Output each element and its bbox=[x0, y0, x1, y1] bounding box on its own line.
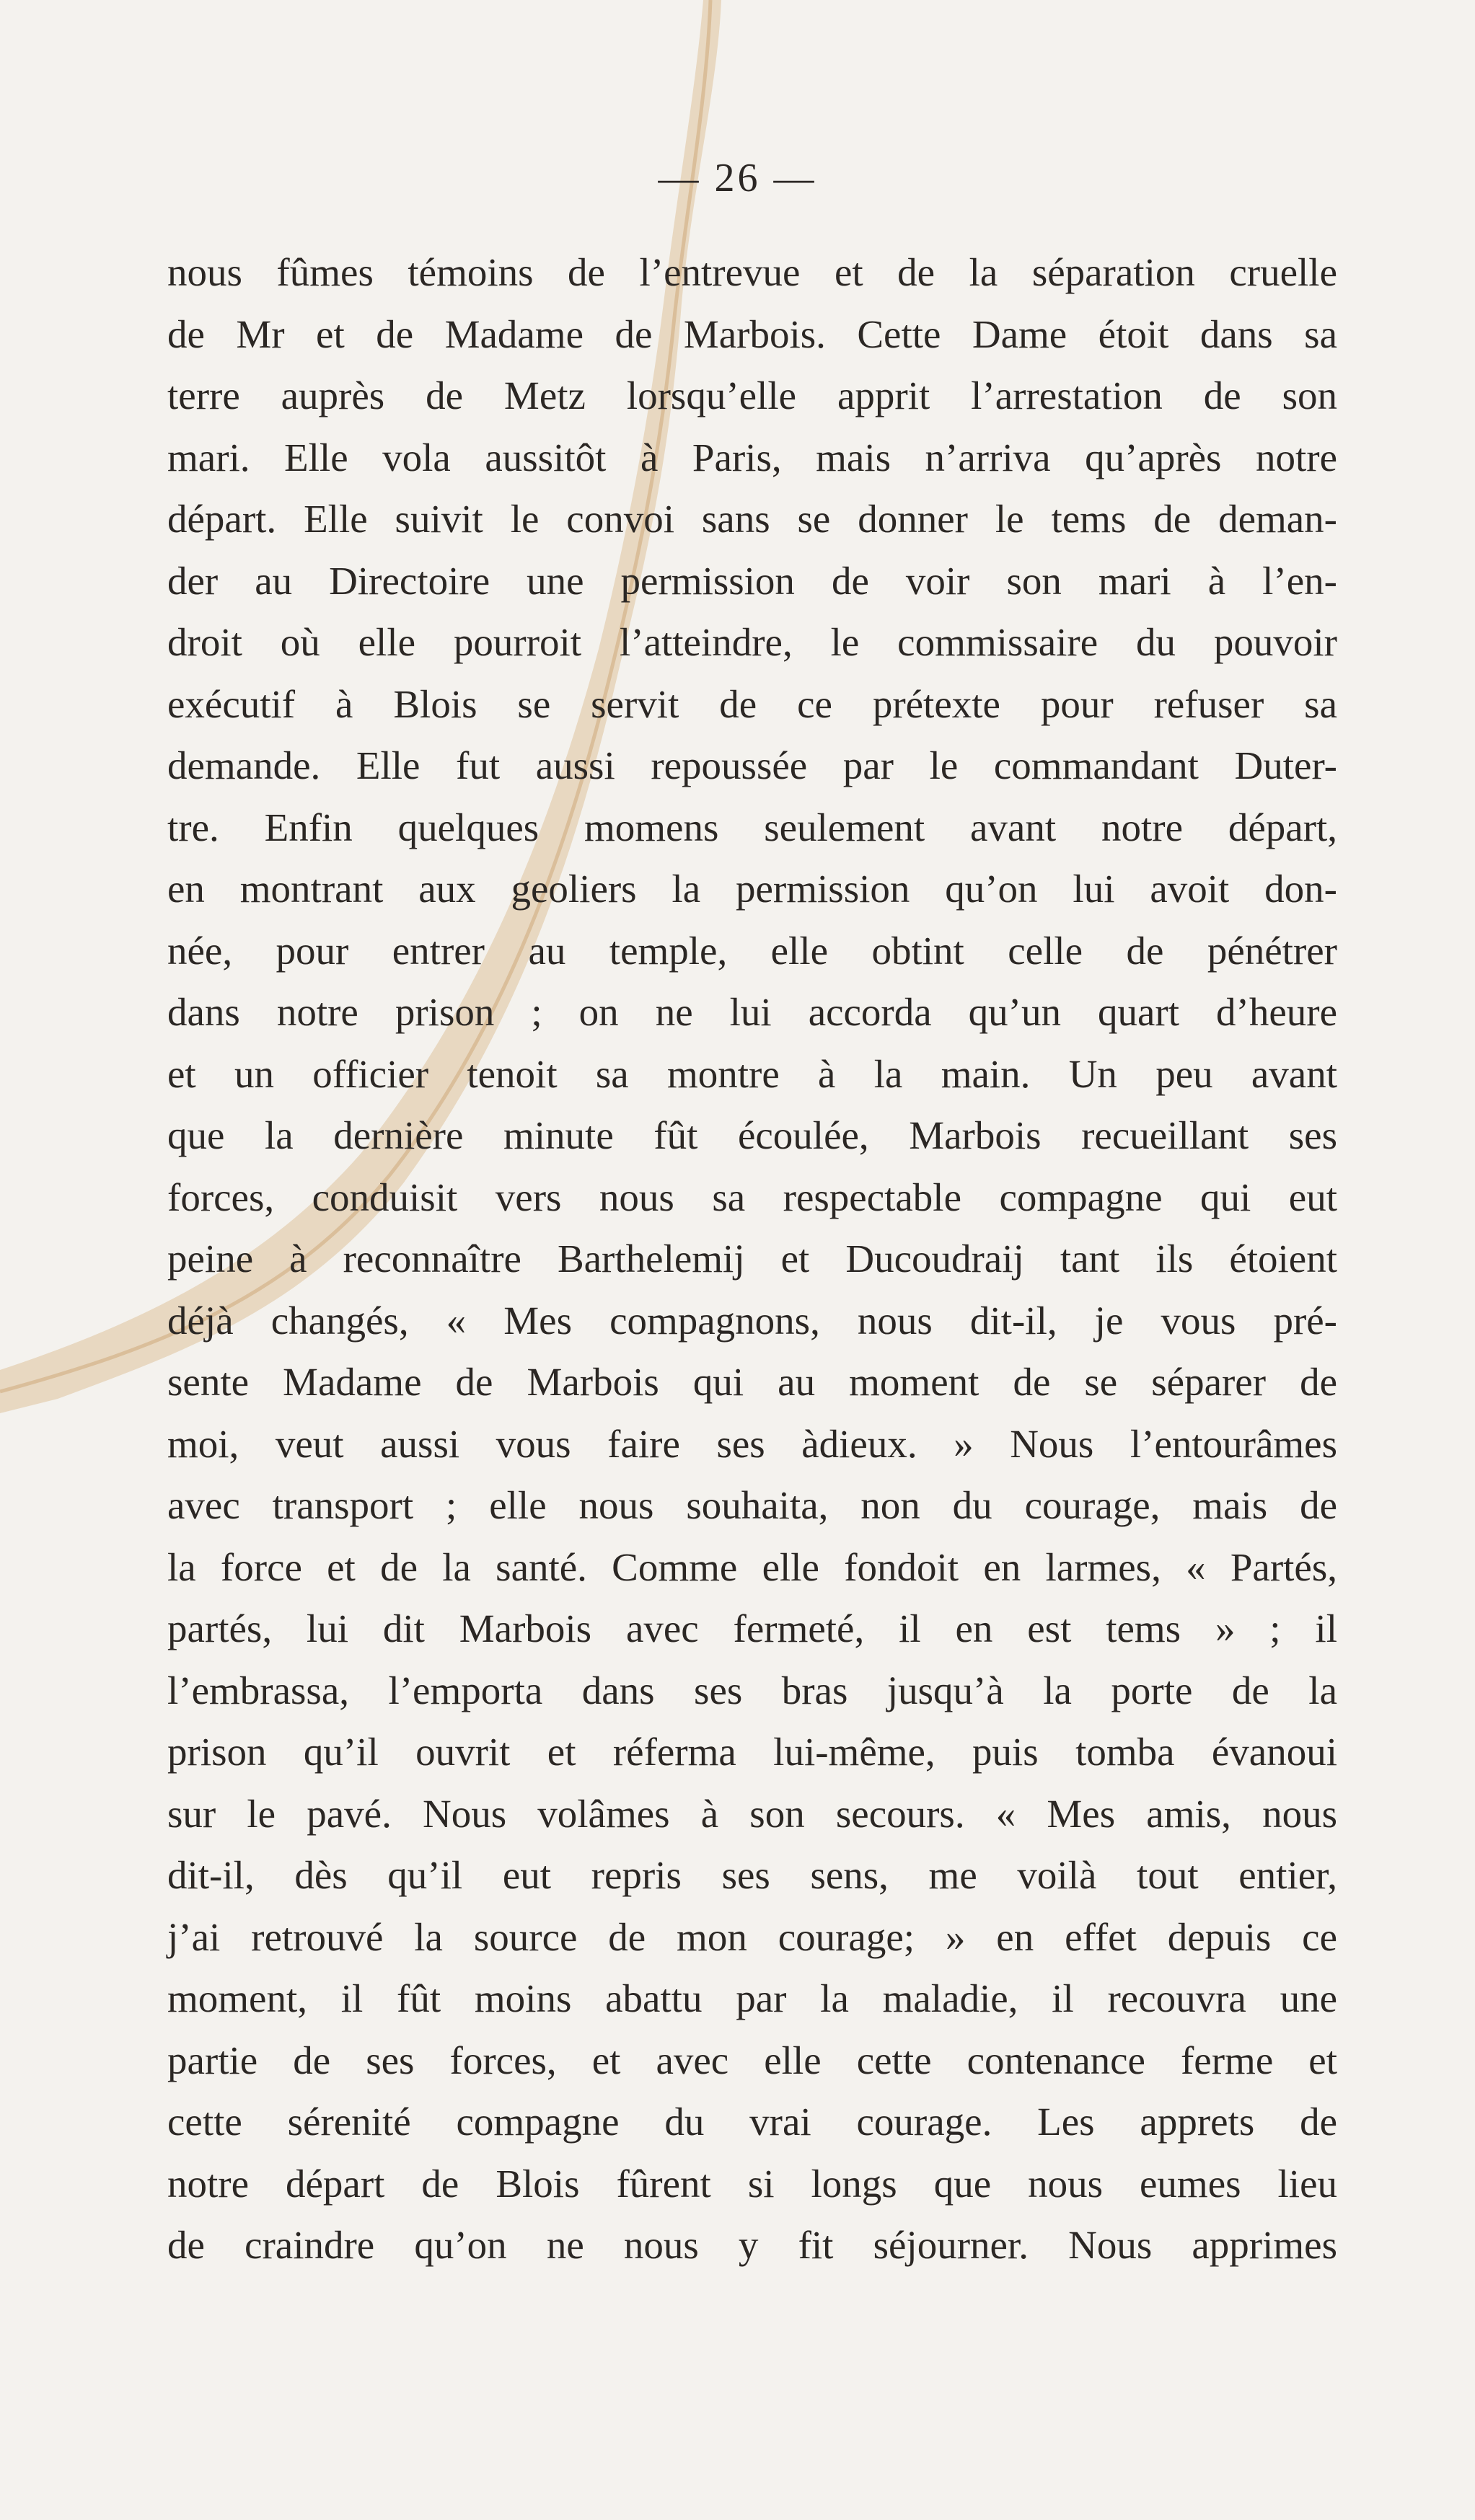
text-line: dans notre prison ; on ne lui accorda qu’un quart d’heure bbox=[167, 990, 1337, 1034]
text-line: partie de ses forces, et avec elle cette contenance ferme et bbox=[167, 2038, 1337, 2082]
text-line: l’embrassa, l’emporta dans ses bras jusqu’à la porte de la bbox=[167, 1668, 1337, 1712]
text-line: que la dernière minute fût écoulée, Marbois recueillant ses bbox=[167, 1113, 1337, 1157]
text-line: prison qu’il ouvrit et réferma lui-même, puis tomba évanoui bbox=[167, 1730, 1337, 1774]
text-line: la force et de la santé. Comme elle fondoit en larmes, « Partés, bbox=[167, 1544, 1337, 1589]
text-line: droit où elle pourroit l’atteindre, le commissaire du pouvoir bbox=[167, 620, 1337, 664]
text-line: peine à reconnaître Barthelemij et Ducoudraij tant ils étoient bbox=[167, 1237, 1337, 1281]
text-line: notre départ de Blois fûrent si longs que nous eumes lieu bbox=[167, 2161, 1337, 2206]
page-number: — 26 — bbox=[658, 156, 817, 200]
text-line: née, pour entrer au temple, elle obtint celle de pénétrer bbox=[167, 928, 1337, 973]
text-line: forces, conduisit vers nous sa respectable compagne qui eut bbox=[167, 1175, 1337, 1219]
text-line: j’ai retrouvé la source de mon courage; » en effet depuis ce bbox=[167, 1914, 1337, 1959]
text-line: et un officier tenoit sa montre à la main. Un peu avant bbox=[167, 1051, 1337, 1096]
text-line: déjà changés, « Mes compagnons, nous dit-il, je vous pré- bbox=[167, 1298, 1337, 1343]
text-line: mari. Elle vola aussitôt à Paris, mais n’arriva qu’après notre bbox=[167, 435, 1337, 479]
text-line: moment, il fût moins abattu par la maladie, il recouvra une bbox=[167, 1976, 1337, 2020]
text-line: der au Directoire une permission de voir son mari à l’en- bbox=[167, 558, 1337, 603]
text-line: départ. Elle suivit le convoi sans se donner le tems de deman- bbox=[167, 497, 1337, 541]
text-line: exécutif à Blois se servit de ce prétexte pour refuser sa bbox=[167, 681, 1337, 726]
text-line: cette sérenité compagne du vrai courage. Les apprets de bbox=[167, 2100, 1337, 2144]
body-text bbox=[167, 242, 1337, 2276]
text-line: en montrant aux geoliers la permission qu’on lui avoit don- bbox=[167, 867, 1337, 911]
text-line: sente Madame de Marbois qui au moment de se séparer de bbox=[167, 1360, 1337, 1404]
text-line: tre. Enfin quelques momens seulement avant notre départ, bbox=[167, 805, 1337, 849]
text-line: de craindre qu’on ne nous y fit séjourner. Nous apprimes bbox=[167, 2223, 1337, 2267]
text-line: demande. Elle fut aussi repoussée par le commandant Duter- bbox=[167, 743, 1337, 787]
text-line: sur le pavé. Nous volâmes à son secours. « Mes amis, nous bbox=[167, 1791, 1337, 1836]
text-line: moi, veut aussi vous faire ses àdieux. » Nous l’entourâmes bbox=[167, 1421, 1337, 1466]
text-line: avec transport ; elle nous souhaita, non du courage, mais de bbox=[167, 1483, 1337, 1527]
text-line: partés, lui dit Marbois avec fermeté, il en est tems » ; il bbox=[167, 1606, 1337, 1650]
text-line: nous fûmes témoins de l’entrevue et de la séparation cruelle bbox=[167, 250, 1337, 294]
text-line: dit-il, dès qu’il eut repris ses sens, me voilà tout entier, bbox=[167, 1853, 1337, 1897]
text-line: de Mr et de Madame de Marbois. Cette Dame étoit dans sa bbox=[167, 311, 1337, 356]
text-line: terre auprès de Metz lorsqu’elle apprit l’arrestation de son bbox=[167, 373, 1337, 417]
